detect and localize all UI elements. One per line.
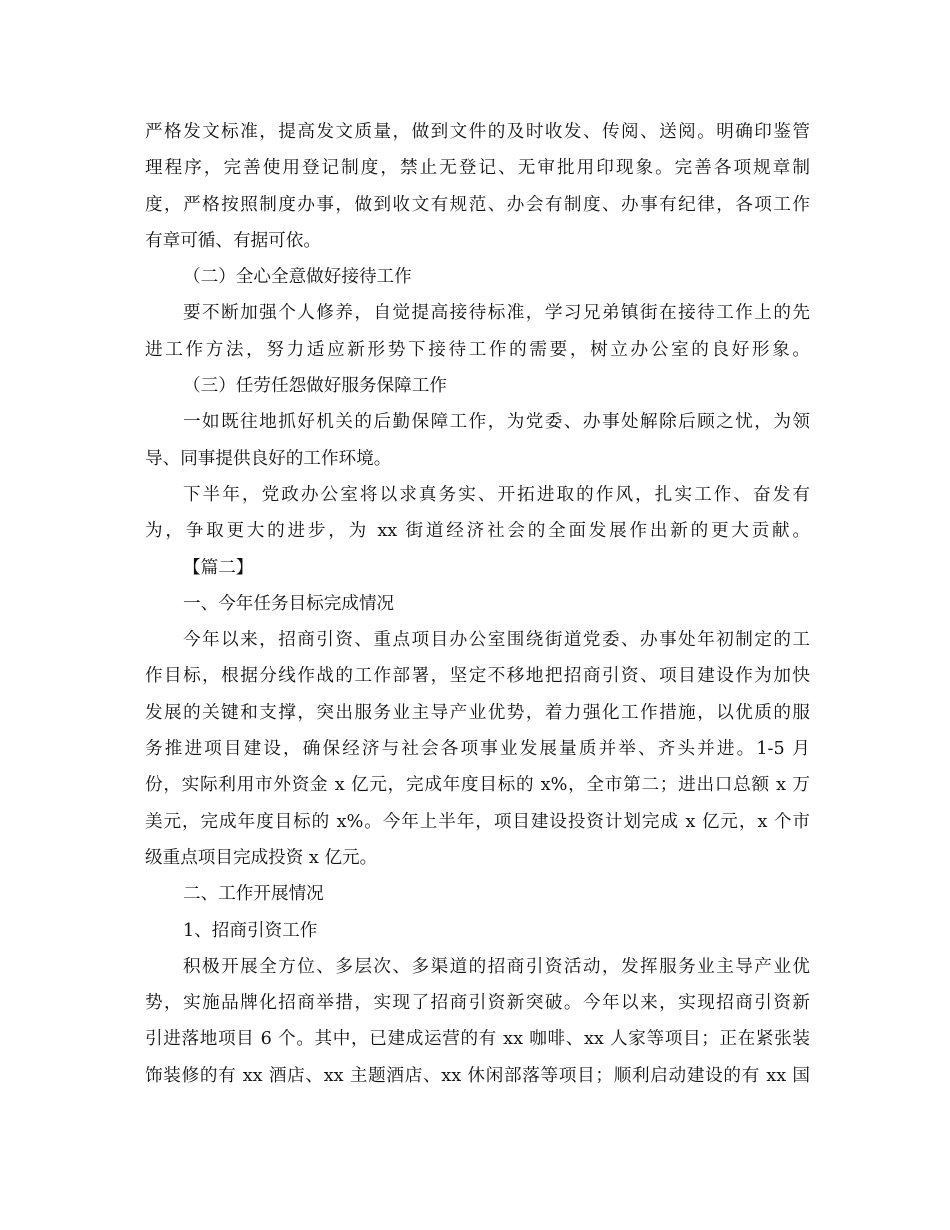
text-line: 有章可循、有据可依。 [145, 230, 321, 251]
section-heading: （三）任劳任怨做好服务保障工作 [183, 376, 447, 397]
text-line: 份，实际利用市外资金 x 亿元，完成年度目标的 x%，全市第二；进出口总额 x 万 [145, 775, 810, 796]
text-line: 要不断加强个人修养，自觉提高接待标准，学习兄弟镇街在接待工作上的先 [183, 303, 810, 324]
section-heading: 二、工作开展情况 [183, 884, 324, 905]
text-line: 作目标，根据分线作战的工作部署，坚定不移地把招商引资、项目建设作为加快 [145, 666, 810, 687]
text-line: 饰装修的有 xx 酒店、xx 主题酒店、xx 休闲部落等项目；顺利启动建设的有 xx 国 [145, 1065, 810, 1086]
text-line: 势，实施品牌化招商举措，实现了招商引资新突破。今年以来，实现招商引资新 [145, 993, 810, 1014]
subsection-heading: 1、招商引资工作 [183, 920, 318, 941]
text-line: 度，严格按照制度办事，做到收文有规范、办会有制度、办事有纪律，各项工作 [145, 194, 810, 215]
text-line: 级重点项目完成投资 x 亿元。 [145, 847, 378, 868]
text-line: 务推进项目建设，确保经济与社会各项事业发展量质并举、齐头并进。1-5 月 [145, 739, 810, 760]
text-line: 引进落地项目 6 个。其中，已建成运营的有 xx 咖啡、xx 人家等项目；正在紧张装 [145, 1029, 810, 1050]
text-line: 严格发文标准，提高发文质量，做到文件的及时收发、传阅、送阅。明确印鉴管 [145, 122, 810, 142]
text-line: 进工作方法，努力适应新形势下接待工作的需要，树立办公室的良好形象。 [145, 339, 810, 360]
section-heading: （二）全心全意做好接待工作 [183, 267, 412, 288]
text-line: 下半年，党政办公室将以求真务实、开拓进取的作风，扎实工作、奋发有 [183, 484, 810, 505]
text-line: 今年以来，招商引资、重点项目办公室围绕街道党委、办事处年初制定的工 [183, 630, 810, 651]
text-line: 一如既往地抓好机关的后勤保障工作，为党委、办事处解除后顾之忧，为领 [183, 412, 810, 433]
text-line: 积极开展全方位、多层次、多渠道的招商引资活动，发挥服务业主导产业优 [183, 956, 810, 977]
section-heading: 一、今年任务目标完成情况 [183, 593, 395, 614]
text-line: 导、同事提供良好的工作环境。 [145, 448, 392, 469]
part-heading: 【篇二】 [183, 557, 254, 578]
text-line: 理程序，完善使用登记制度，禁止无登记、无审批用印现象。完善各项规章制 [145, 158, 810, 179]
text-line: 美元，完成年度目标的 x%。今年上半年，项目建设投资计划完成 x 亿元，x 个市 [145, 811, 810, 832]
text-line: 为，争取更大的进步，为 xx 街道经济社会的全面发展作出新的更大贡献。 [145, 521, 810, 542]
document-body [145, 114, 810, 1094]
text-line: 发展的关键和支撑，突出服务业主导产业优势，着力强化工作措施，以优质的服 [145, 702, 810, 723]
